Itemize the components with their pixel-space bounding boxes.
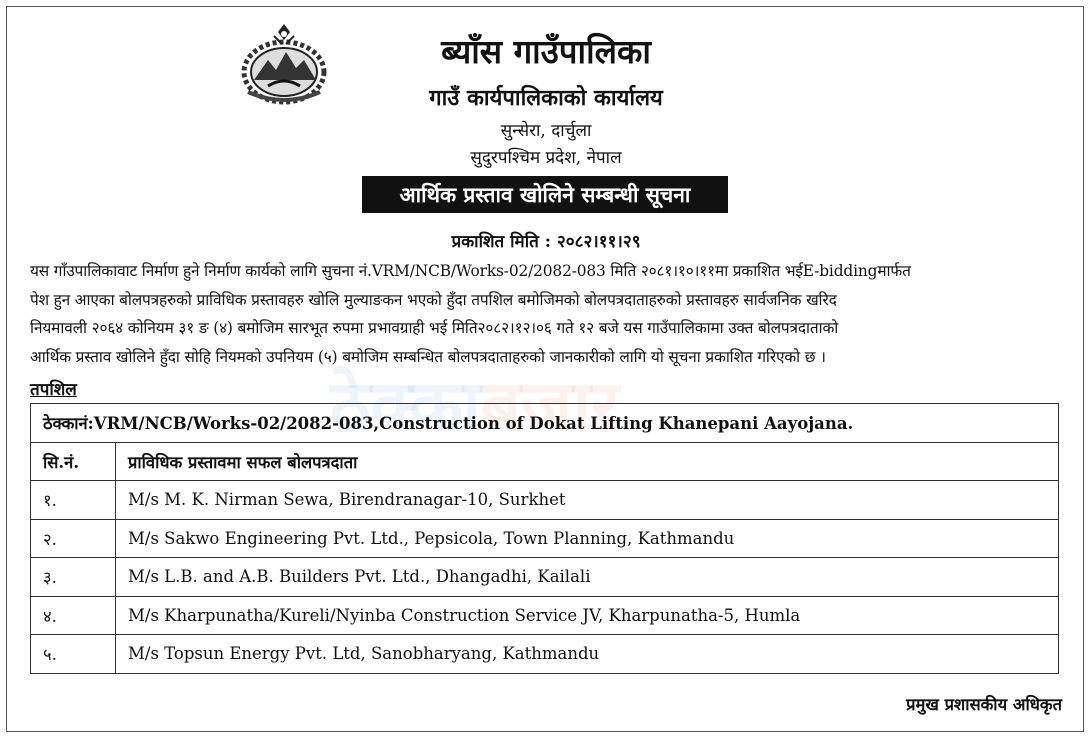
row-sn: ३.	[31, 558, 116, 597]
notice-body	[30, 257, 1062, 371]
column-header-bidder: प्राविधिक प्रस्तावमा सफल बोलपत्रदाता	[116, 442, 1059, 481]
body-line: पेश हुन आएका बोलपत्रहरुको प्राविधिक प्रस्तावहरु खोलि मुल्याङकन भएको हुँदा तपशिल बमोजिमको बोलपत्रदाताहरुको प्रस्तावहरु सार्वजनिक खरिद	[30, 290, 837, 309]
body-line: नियमावली २०६४ कोनियम ३१ ङ (४) बमोजिम सारभूत रुपमा प्रभावग्राही भई मिति२०८२।१२।०६ गते १२ बजे यस गाउँपालिकामा उक्त बोलपत्रदाताको	[30, 319, 839, 337]
bidder-table	[30, 403, 1059, 674]
table-row	[31, 635, 1059, 674]
details-label: तपशिल	[30, 380, 77, 400]
table-row	[31, 596, 1059, 635]
row-bidder: M/s M. K. Nirman Sewa, Birendranagar-10, Surkhet	[116, 481, 1059, 520]
row-bidder: M/s Kharpunatha/Kureli/Nyinba Construction Service JV, Kharpunatha-5, Humla	[116, 596, 1059, 635]
row-sn: ४.	[31, 596, 116, 635]
notice-heading: आर्थिक प्रस्ताव खोलिने सम्बन्धी सूचना	[362, 176, 728, 213]
contract-number: ठेक्कानं:VRM/NCB/Works-02/2082-083,Construction of Dokat Lifting Khanepani Aayojana.	[31, 404, 1059, 443]
table-row	[31, 519, 1059, 558]
address-line-2: सुदुरपश्चिम प्रदेश, नेपाल	[470, 148, 622, 168]
table-row	[31, 481, 1059, 520]
contract-row	[31, 404, 1059, 443]
office-name: गाउँ कार्यपालिकाको कार्यालय	[429, 85, 663, 111]
table-row	[31, 558, 1059, 597]
page-title: ब्याँस गाउँपालिका	[441, 32, 651, 71]
watermark: ठेक्काबजार	[330, 365, 620, 447]
body-line: यस गाँउपालिकावाट निर्माण हुने निर्माण कार्यको लागि सुचना नं.VRM/NCB/Works-02/2082-083 मिति २०८१।१०।११मा प्रकाशित भईE-biddingमार्फत	[30, 262, 911, 280]
row-bidder: M/s Topsun Energy Pvt. Ltd, Sanobharyang, Kathmandu	[116, 635, 1059, 674]
table-header-row	[31, 442, 1059, 481]
row-sn: १.	[31, 481, 116, 520]
row-sn: २.	[31, 519, 116, 558]
body-line: आर्थिक प्रस्ताव खोलिने हुँदा सोहि नियमको उपनियम (५) बमोजिम सम्बन्धित बोलपत्रदाताहरुको जानकारीको लागि यो सूचना प्रकाशित गरिएको छ ।	[30, 347, 826, 366]
row-sn: ५.	[31, 635, 116, 674]
column-header-sn: सि.नं.	[31, 442, 116, 481]
row-bidder: M/s L.B. and A.B. Builders Pvt. Ltd., Dhangadhi, Kailali	[116, 558, 1059, 597]
address-line-1: सुन्सेरा, दार्चुला	[500, 121, 592, 141]
signatory-title: प्रमुख प्रशासकीय अधिकृत	[906, 695, 1062, 714]
published-date: प्रकाशित मिति : २०८२।११।२९	[451, 232, 641, 252]
row-bidder: M/s Sakwo Engineering Pvt. Ltd., Pepsicola, Town Planning, Kathmandu	[116, 519, 1059, 558]
